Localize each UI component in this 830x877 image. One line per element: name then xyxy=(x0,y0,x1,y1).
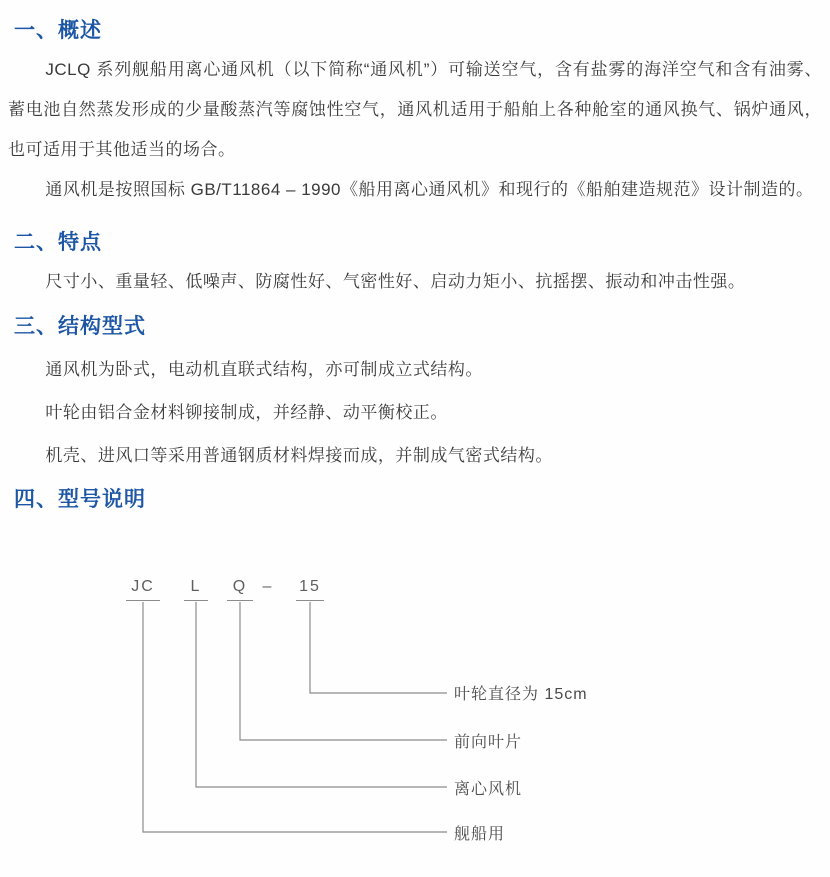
model-code-part-l: L xyxy=(184,578,208,601)
structure-paragraph-3: 机壳、进风口等采用普通钢质材料焊接而成，并制成气密式结构。 xyxy=(45,446,553,465)
model-code-part-jc: JC xyxy=(126,578,160,601)
diagram-label-centrifugal-fan: 离心风机 xyxy=(454,781,523,798)
model-code-separator: – xyxy=(262,578,274,595)
section-heading-overview: 一、概述 xyxy=(14,19,102,42)
section-heading-structure: 三、结构型式 xyxy=(14,315,146,338)
model-code-part-q: Q xyxy=(227,578,253,601)
diagram-label-naval-use: 舰船用 xyxy=(454,826,506,843)
section-heading-features: 二、特点 xyxy=(14,231,102,254)
overview-paragraph-1: JCLQ 系列舰船用离心通风机（以下简称“通风机”）可输送空气，含有盐雾的海洋空气和含有油雾、蓄电池自然蒸发形成的少量酸蒸汽等腐蚀性空气，通风机适用于船舶上各种舱室的通风换气、锅炉通风，也可适用于其他适当的场合。 xyxy=(8,60,822,159)
diagram-label-impeller-diameter: 叶轮直径为 15cm xyxy=(454,686,588,703)
model-code-part-size: 15 xyxy=(296,578,324,601)
section-heading-model-designation: 四、型号说明 xyxy=(14,488,146,511)
structure-paragraph-1: 通风机为卧式，电动机直联式结构，亦可制成立式结构。 xyxy=(45,360,483,379)
diagram-label-forward-blades: 前向叶片 xyxy=(454,734,523,751)
structure-paragraph-2: 叶轮由铝合金材料铆接制成，并经静、动平衡校正。 xyxy=(45,403,448,422)
overview-paragraph-2: 通风机是按照国标 GB/T11864 – 1990《船用离心通风机》和现行的《船舶建造规范》设计制造的。 xyxy=(45,180,814,199)
features-paragraph-1: 尺寸小、重量轻、低噪声、防腐性好、气密性好、启动力矩小、抗摇摆、振动和冲击性强。 xyxy=(45,272,746,291)
